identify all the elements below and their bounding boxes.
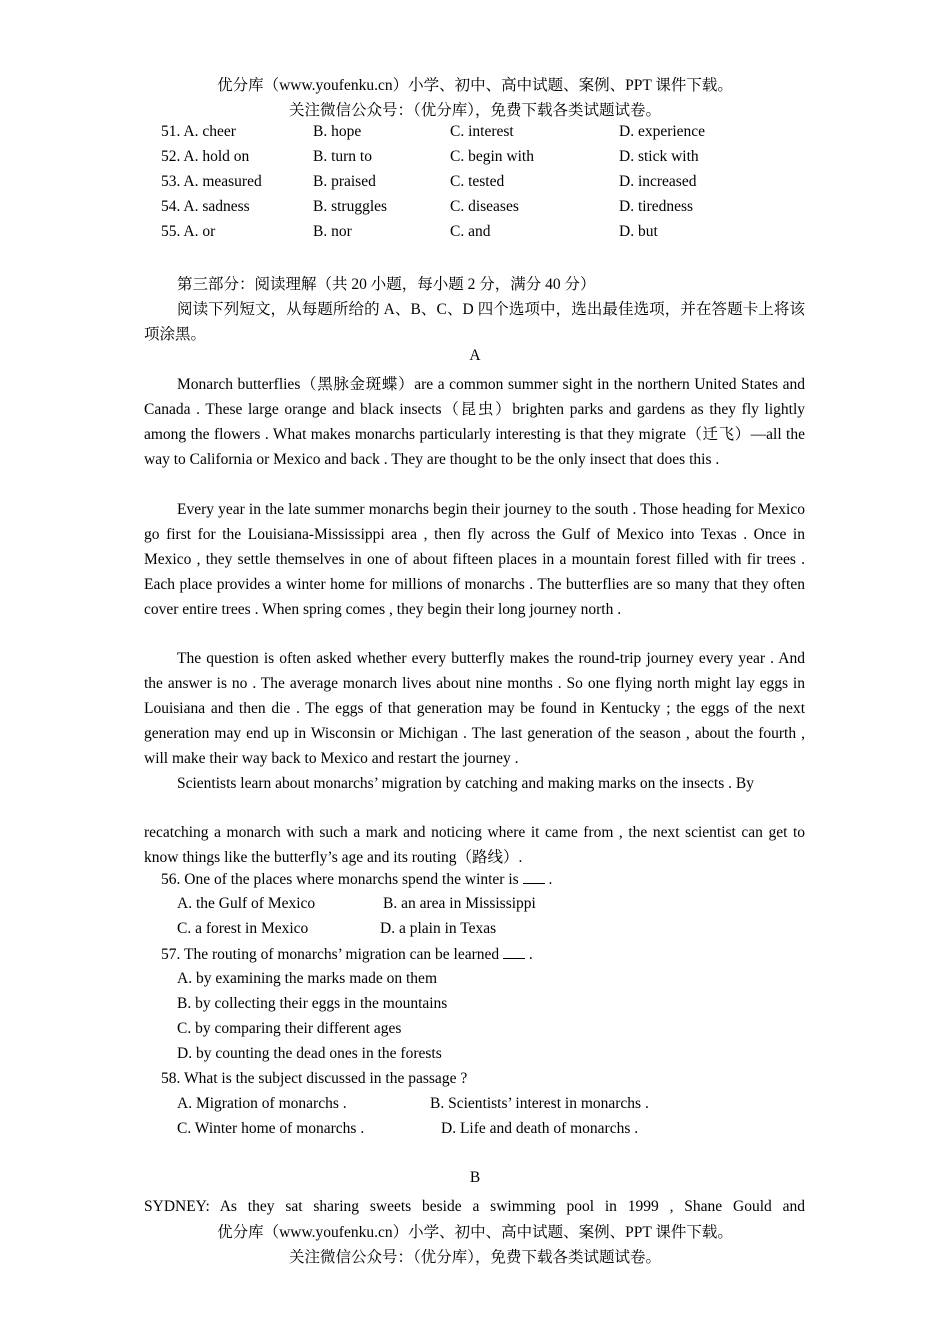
passage-a-paragraph-2: Every year in the late summer monarchs begin their journey to the south . Those heading for Mexico go first for the Louisiana-Mississippi area , then fly across the Gulf of Mexico into Texas . Once in Mexico , they settle themselves in one of about fifteen places in a mountain forest filled with fir trees . Each place provides a winter home for millions of monarchs . The butterflies are so many that they often cover entire trees . When spring comes , they begin their long journey north . xyxy=(144,501,805,618)
question-56-option-c: C. a forest in Mexico xyxy=(177,920,309,937)
section-title: 第三部分：阅读理解（共 20 小题，每小题 2 分，满分 40 分） xyxy=(177,276,596,293)
passage-b-label: B xyxy=(469,1169,481,1186)
option-d: D. stick with xyxy=(619,148,699,165)
question-56-option-a: A. the Gulf of Mexico xyxy=(177,895,316,912)
section-instruction: 阅读下列短文，从每题所给的 A、B、C、D 四个选项中，选出最佳选项，并在答题卡上将该项涂黑。 xyxy=(144,301,805,343)
option-b: B. hope xyxy=(313,123,362,140)
question-56-option-b: B. an area in Mississippi xyxy=(383,895,536,912)
question-57-stem: 57. The routing of monarchs’ migration can be learned . xyxy=(161,946,533,963)
passage-a-label: A xyxy=(469,347,481,364)
header-line-2: 关注微信公众号：（优分库），免费下载各类试题试卷。 xyxy=(288,102,661,119)
answer-blank xyxy=(523,870,545,884)
answer-blank xyxy=(503,945,525,959)
option-c: C. tested xyxy=(450,173,505,190)
question-58-option-c: C. Winter home of monarchs . xyxy=(177,1120,365,1137)
passage-a-paragraph-3: The question is often asked whether every butterfly makes the round-trip journey every year . And the answer is no . The average monarch lives about nine months . So one flying north might lay eggs in Louisiana and then die . The eggs of that generation may be found in Kentucky ; the eggs of the next generation may end up in Wisconsin or Michigan . The last generation of the season , about the fourth , will make their way back to Mexico and restart the journey . xyxy=(144,650,805,767)
footer-line-2: 关注微信公众号：（优分库），免费下载各类试题试卷。 xyxy=(288,1249,661,1266)
question-56-stem: 56. One of the places where monarchs spend the winter is . xyxy=(161,871,553,888)
question-57-option-d: D. by counting the dead ones in the forests xyxy=(177,1045,442,1062)
option-a: 52. A. hold on xyxy=(161,148,250,165)
question-57-option-a: A. by examining the marks made on them xyxy=(177,970,437,987)
option-a: 54. A. sadness xyxy=(161,198,250,215)
option-a: 55. A. or xyxy=(161,223,216,240)
question-58-option-a: A. Migration of monarchs . xyxy=(177,1095,347,1112)
option-d: D. but xyxy=(619,223,658,240)
option-c: C. interest xyxy=(450,123,514,140)
question-56-option-d: D. a plain in Texas xyxy=(380,920,497,937)
passage-b-start: SYDNEY: As they sat sharing sweets beside a swimming pool in 1999 , Shane Gould and xyxy=(144,1198,805,1215)
option-b: B. nor xyxy=(313,223,352,240)
question-58-stem: 58. What is the subject discussed in the passage ? xyxy=(161,1070,468,1087)
option-c: C. diseases xyxy=(450,198,519,215)
option-a: 51. A. cheer xyxy=(161,123,236,140)
passage-a-paragraph-1: Monarch butterflies（黑脉金斑蝶）are a common summer sight in the northern United States and Canada . These large orange and black insects（昆虫）brighten parks and gardens as they fly lightly among the flowers . What makes monarchs particularly interesting is that they migrate（迁飞）—all the way to California or Mexico and back . They are thought to be the only insect that does this . xyxy=(144,376,805,468)
option-a: 53. A. measured xyxy=(161,173,262,190)
header-line-1: 优分库（www.youfenku.cn）小学、初中、高中试题、案例、PPT 课件下载。 xyxy=(217,77,733,94)
question-57-option-b: B. by collecting their eggs in the mountains xyxy=(177,995,448,1012)
question-57-option-c: C. by comparing their different ages xyxy=(177,1020,402,1037)
option-b: B. turn to xyxy=(313,148,372,165)
passage-a-paragraph-4a: Scientists learn about monarchs’ migration by catching and making marks on the insects . By xyxy=(177,775,754,792)
option-c: C. begin with xyxy=(450,148,534,165)
question-58-option-d: D. Life and death of monarchs . xyxy=(441,1120,639,1137)
option-c: C. and xyxy=(450,223,491,240)
option-b: B. praised xyxy=(313,173,376,190)
option-d: D. tiredness xyxy=(619,198,694,215)
option-d: D. experience xyxy=(619,123,706,140)
option-d: D. increased xyxy=(619,173,697,190)
question-58-option-b: B. Scientists’ interest in monarchs . xyxy=(430,1095,649,1112)
option-b: B. struggles xyxy=(313,198,388,215)
footer-line-1: 优分库（www.youfenku.cn）小学、初中、高中试题、案例、PPT 课件下载。 xyxy=(217,1224,733,1241)
passage-a-paragraph-4b: recatching a monarch with such a mark and noticing where it came from , the next scientist can get to know things like the butterfly’s age and its routing（路线）. xyxy=(144,824,805,866)
